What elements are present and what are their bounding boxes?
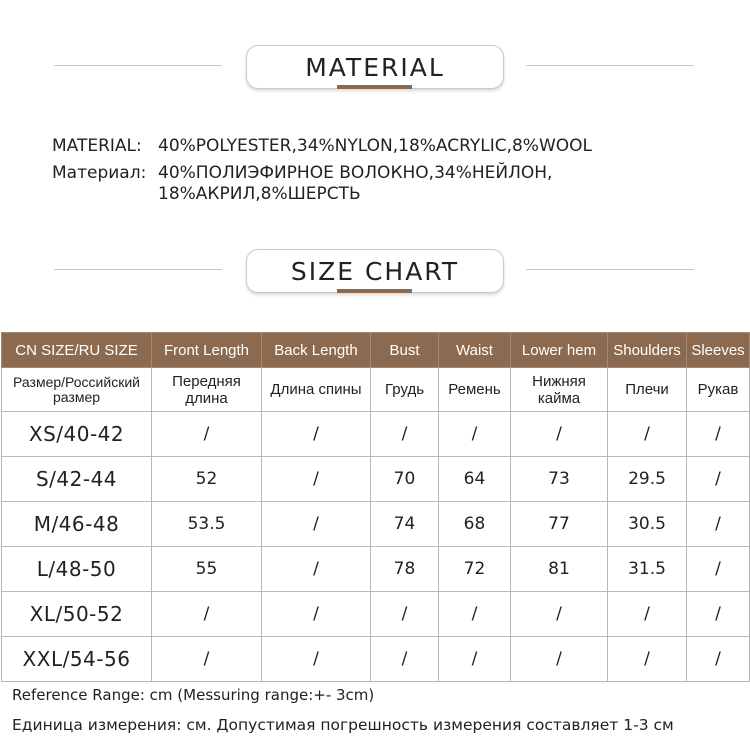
table-cell: / [439,412,511,457]
size-cell: M/46-48 [2,502,152,547]
table-cell: / [152,412,262,457]
material-value: 40%ПОЛИЭФИРНОЕ ВОЛОКНО,34%НЕЙЛОН, 18%АКРИЛ,8%ШЕРСТЬ [158,163,553,204]
table-cell: 30.5 [608,502,687,547]
header-rule-left [54,269,222,270]
column-header: Bust [371,333,439,368]
table-cell: / [687,547,750,592]
size-chart-table [1,332,750,682]
header-rule-left [54,65,222,66]
footer-note-en: Reference Range: cm (Messuring range:+- 3cm) [12,686,375,704]
table-cell: / [608,412,687,457]
column-header-ru: Плечи [608,368,687,412]
material-label: Материал: [52,163,147,183]
table-cell: / [152,637,262,682]
size-cell: XL/50-52 [2,592,152,637]
column-header-ru: Длина спины [262,368,371,412]
table-row [2,412,750,457]
column-header: Waist [439,333,511,368]
table-cell: / [511,592,608,637]
header-row-ru [2,368,750,412]
table-cell: / [262,457,371,502]
table-cell: / [608,592,687,637]
header-rule-right [526,269,694,270]
table-row [2,547,750,592]
table-cell: / [262,637,371,682]
material-row-en [52,136,732,157]
column-header: Back Length [262,333,371,368]
table-cell: 73 [511,457,608,502]
table-row [2,592,750,637]
table-cell: / [262,412,371,457]
table-cell: / [439,592,511,637]
table-cell: 81 [511,547,608,592]
size-chart-title: SIZE CHART [246,249,504,293]
table-cell: / [262,502,371,547]
table-row [2,502,750,547]
size-cell: XS/40-42 [2,412,152,457]
column-header-ru: Размер/Российский размер [2,368,152,412]
table-cell: / [608,637,687,682]
material-label: MATERIAL: [52,136,142,156]
column-header-ru: Рукав [687,368,750,412]
table-cell: / [687,637,750,682]
column-header: Lower hem [511,333,608,368]
table-cell: / [511,637,608,682]
table-cell: 64 [439,457,511,502]
material-composition [52,136,732,211]
title-underline [337,289,412,293]
table-cell: 29.5 [608,457,687,502]
table-cell: / [371,637,439,682]
title-underline [337,85,412,89]
table-cell: 53.5 [152,502,262,547]
table-cell: / [152,592,262,637]
table-cell: 52 [152,457,262,502]
table-cell: / [262,547,371,592]
material-value: 40%POLYESTER,34%NYLON,18%ACRYLIC,8%WOOL [158,136,593,156]
table-row [2,457,750,502]
column-header-ru: Грудь [371,368,439,412]
table-cell: 74 [371,502,439,547]
table-cell: / [687,502,750,547]
table-cell: 78 [371,547,439,592]
header-rule-right [526,65,694,66]
column-header: Shoulders [608,333,687,368]
size-cell: XXL/54-56 [2,637,152,682]
size-cell: L/48-50 [2,547,152,592]
column-header-ru: Нижняя кайма [511,368,608,412]
column-header-ru: Ремень [439,368,511,412]
material-title: MATERIAL [246,45,504,89]
table-cell: / [687,412,750,457]
table-cell: / [371,412,439,457]
table-cell: 77 [511,502,608,547]
table-cell: 72 [439,547,511,592]
table-cell: / [511,412,608,457]
table-cell: / [371,592,439,637]
table-cell: / [262,592,371,637]
table-cell: / [687,457,750,502]
column-header: CN SIZE/RU SIZE [2,333,152,368]
table-cell: 70 [371,457,439,502]
material-row-ru [52,163,732,205]
table-cell: / [439,637,511,682]
material-section-header [0,45,750,93]
size-cell: S/42-44 [2,457,152,502]
column-header-ru: Передняя длина [152,368,262,412]
header-row-en [2,333,750,368]
footer-note-ru: Единица измерения: см. Допустимая погрешность измерения составляет 1-3 см [12,716,674,734]
table-cell: 31.5 [608,547,687,592]
column-header: Sleeves [687,333,750,368]
table-cell: 55 [152,547,262,592]
table-cell: / [687,592,750,637]
column-header: Front Length [152,333,262,368]
size-chart-section-header [0,249,750,297]
table-cell: 68 [439,502,511,547]
table-row [2,637,750,682]
